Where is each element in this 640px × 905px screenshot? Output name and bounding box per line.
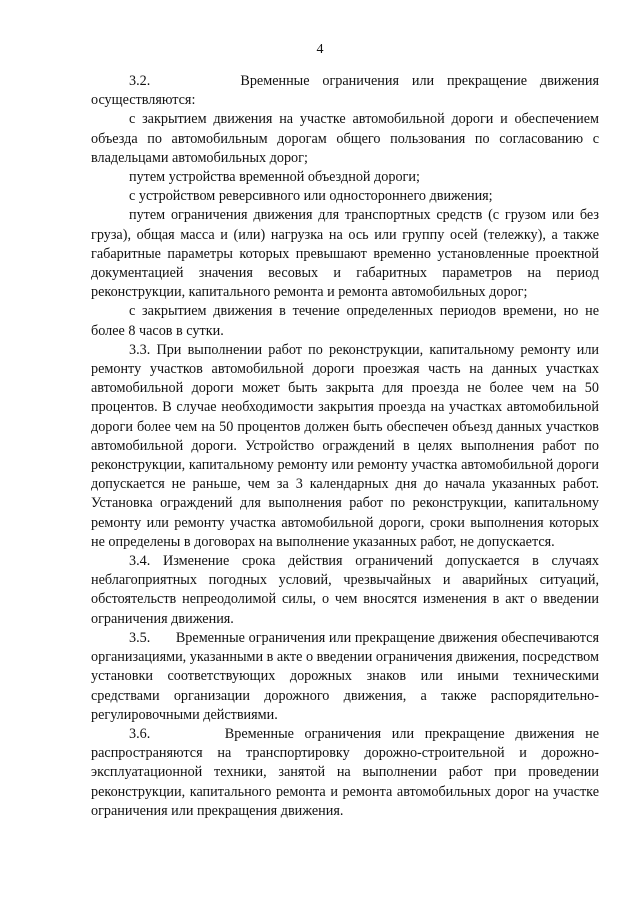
page-number: 4 — [316, 42, 324, 57]
document-body — [91, 72, 599, 821]
paragraph-closure-periods: с закрытием движения в течение определенных периодов времени, но не более 8 часов в сутки. — [91, 303, 599, 339]
paragraph-closure-detour: с закрытием движения на участке автомобильной дороги и обеспечением объезда по автомобильным дорогам общего пользования по согласованию с владельцами автомобильных дорог; — [91, 111, 599, 166]
paragraph-reversible-traffic: с устройством реверсивного или одностороннего движения; — [129, 188, 493, 205]
paragraph-temporary-detour: путем устройства временной объездной дороги; — [129, 169, 420, 186]
paragraph-3-4: 3.4. Изменение срока действия ограничений допускается в случаях неблагоприятных погодных условий, чрезвычайных и аварийных ситуаций, обстоятельств непреодолимой силы, о чем вносятся изменения в акт о введении ограничения движения. — [91, 553, 599, 627]
paragraph-3-3: 3.3. При выполнении работ по реконструкции, капитальному ремонту или ремонту участков автомобильной дороги проезжая часть на данных участках автомобильной дороги может быть закрыта для проезда не более чем на 50 процентов. В случае необходимости закрытия проезда на участках автомобильной дороги более чем на 50 процентов должен быть обеспечен объезд данных участков автомобильной дороги. Устройство ограждений в целях выполнения работ по реконструкции, капитальному ремонту или ремонту участка автомобильной дороги допускается не раньше, чем за 3 календарных дня до начала указанных работ. Установка ограждений для выполнения работ по реконструкции, капитальному ремонту или ремонту участка автомобильной дороги, сроки выполнения которых не определены в договорах на выполнение указанных работ, не допускается. — [91, 341, 599, 550]
paragraph-3-5: 3.5. Временные ограничения или прекращение движения обеспечиваются организациями, указанными в акте о введении ограничения движения, посредством установки соответствующих дорожных знаков или иными техническими средствами организации дорожного движения, а также распорядительно-регулировочными действиями. — [91, 629, 599, 723]
paragraph-3-2: 3.2. Временные ограничения или прекращение движения осуществляются: — [91, 73, 599, 109]
paragraph-3-6: 3.6. Временные ограничения или прекращение движения не распространяются на транспортировку дорожно-строительной и дорожно-эксплуатационной техники, занятой на выполнении работ при проведении реконструкции, капитального ремонта и ремонта автомобильных дорог на участке ограничения или прекращения движения. — [91, 725, 599, 819]
paragraph-vehicle-restriction: путем ограничения движения для транспортных средств (с грузом или без груза), общая масса и (или) нагрузка на ось или группу осей (тележку), а также габаритные параметры которых превышают временно установленные проектной документацией значения весовых и габаритных параметров на период реконструкции, капитального ремонта и ремонта автомобильных дорог; — [91, 207, 599, 301]
